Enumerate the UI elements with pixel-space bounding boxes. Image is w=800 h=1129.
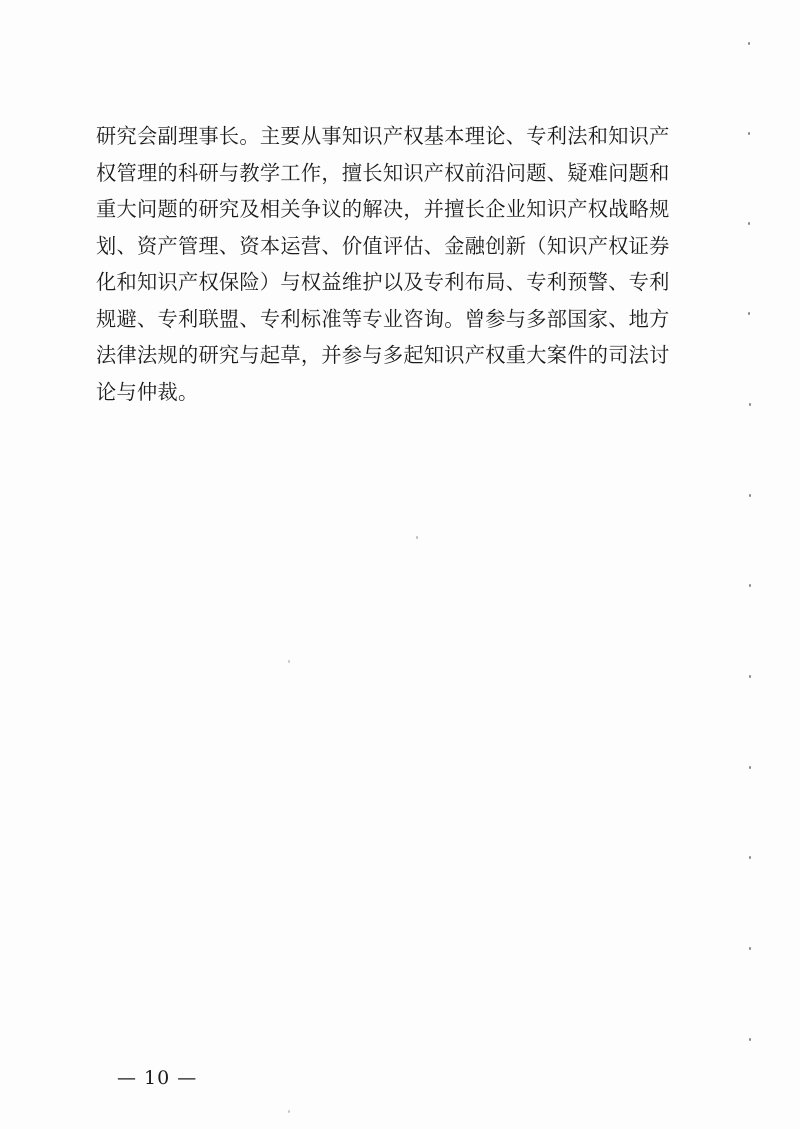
scan-speck xyxy=(749,403,751,406)
paragraph-line: 研究会副理事长。主要从事知识产权基本理论、专利法和知识产 xyxy=(96,124,670,148)
scan-speck xyxy=(748,132,750,135)
scan-speck xyxy=(288,1110,290,1113)
scan-speck xyxy=(749,766,751,769)
body-paragraph xyxy=(96,118,711,410)
scan-speck xyxy=(749,1038,751,1041)
page-number: — 10 — xyxy=(117,1067,198,1089)
scan-speck xyxy=(748,42,750,45)
paragraph-line: 划、资产管理、资本运营、价值评估、金融创新（知识产权证券 xyxy=(96,233,670,258)
scan-speck xyxy=(748,222,750,225)
scan-speck xyxy=(749,947,751,950)
paragraph-line: 重大问题的研究及相关争议的解决，并擅长企业知识产权战略规 xyxy=(96,197,670,221)
paragraph-line: 论与仲裁。 xyxy=(96,379,199,404)
paragraph-line: 规避、专利联盟、专利标准等专业咨询。曾参与多部国家、地方 xyxy=(96,306,670,331)
paragraph-line: 权管理的科研与教学工作，擅长知识产权前沿问题、疑难问题和 xyxy=(96,160,670,185)
scan-speck xyxy=(749,494,751,497)
scan-speck xyxy=(749,675,751,678)
paragraph-line: 法律法规的研究与起草，并参与多起知识产权重大案件的司法讨 xyxy=(96,343,670,367)
scan-speck xyxy=(749,584,751,587)
scan-speck xyxy=(748,312,750,315)
scan-speck xyxy=(749,856,751,859)
paragraph-line: 化和知识产权保险）与权益维护以及专利布局、专利预警、专利 xyxy=(96,270,670,294)
scan-speck xyxy=(288,660,290,663)
scan-speck xyxy=(416,536,418,539)
